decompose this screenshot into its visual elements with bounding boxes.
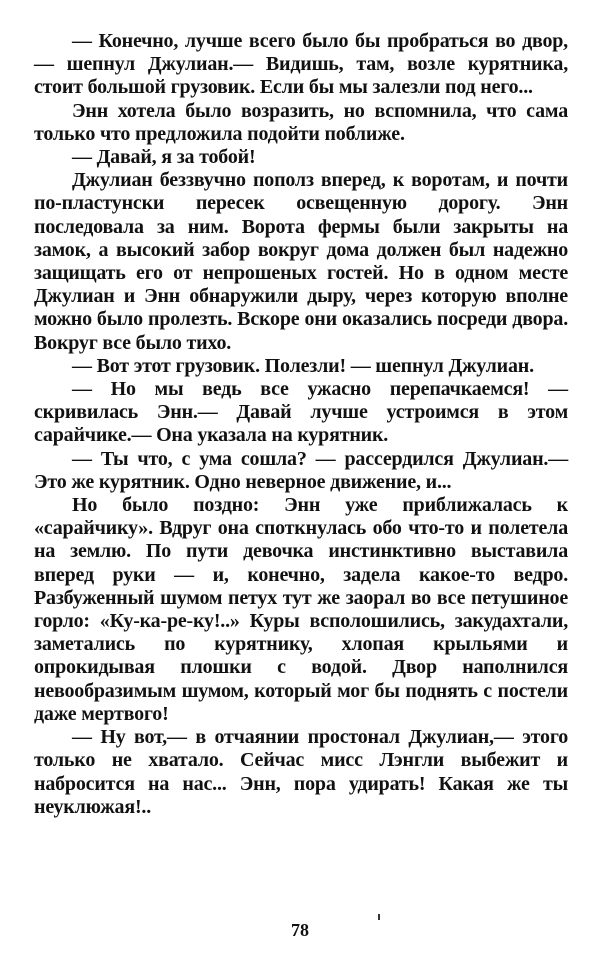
paragraph: — Конечно, лучше всего было бы пробраться во двор,— шепнул Джулиан.— Видишь, там, возле курятника, стоит большой грузовик. Если бы мы залезли под него... <box>34 30 568 99</box>
paragraph: — Вот этот грузовик. Полезли! — шепнул Джулиан. <box>72 354 534 377</box>
paragraph: — Ты что, с ума сошла? — рассердился Джулиан.— Это же курятник. Одно неверное движение, и... <box>34 447 568 493</box>
paragraph: Но было поздно: Энн уже приближалась к «сарайчику». Вдруг она споткнулась обо что-то и полетела на землю. По пути девочка инстинктивно выставила вперед руки — и, конечно, задела какое-то ведро. Разбуженный шумом петух тут же заорал во все петушиное горло: «Ку-ка-ре-ку!..» Куры всполошились, закудахтали, заметались по курятнику, хлопая крыльями и опрокидывая плошки с водой. Двор наполнился невообразимым шумом, который мог бы поднять с постели даже мертвого! <box>34 494 568 725</box>
page-number: 78 <box>291 920 309 940</box>
paragraph: — Давай, я за тобой! <box>72 146 256 169</box>
paragraph: — Ну вот,— в отчаянии простонал Джулиан,— этого только не хватало. Сейчас мисс Лэнгли выбежит и набросится на нас... Энн, пора удирать! Какая же ты неуклюжая!.. <box>34 726 568 818</box>
paragraph: Энн хотела было возразить, но вспомнила, что сама только что предложила подойти поближе. <box>34 99 568 145</box>
paragraph: Джулиан беззвучно пополз вперед, к воротам, и почти по-пластунски пересек освещенную дорогу. Энн последовала за ним. Ворота фермы были закрыты на замок, а высокий забор вокруг дома должен был надежно защищать его от непрошеных гостей. Но в одном месте Джулиан и Энн обнаружили дыру, через которую вполне можно было пролезть. Вскоре они оказались посреди двора. Вокруг все было тихо. <box>34 169 568 354</box>
paragraph: — Но мы ведь все ужасно перепачкаемся! — скривилась Энн.— Давай лучше устроимся в этом сарайчике.— Она указала на курятник. <box>34 378 568 447</box>
page-body <box>34 30 568 819</box>
